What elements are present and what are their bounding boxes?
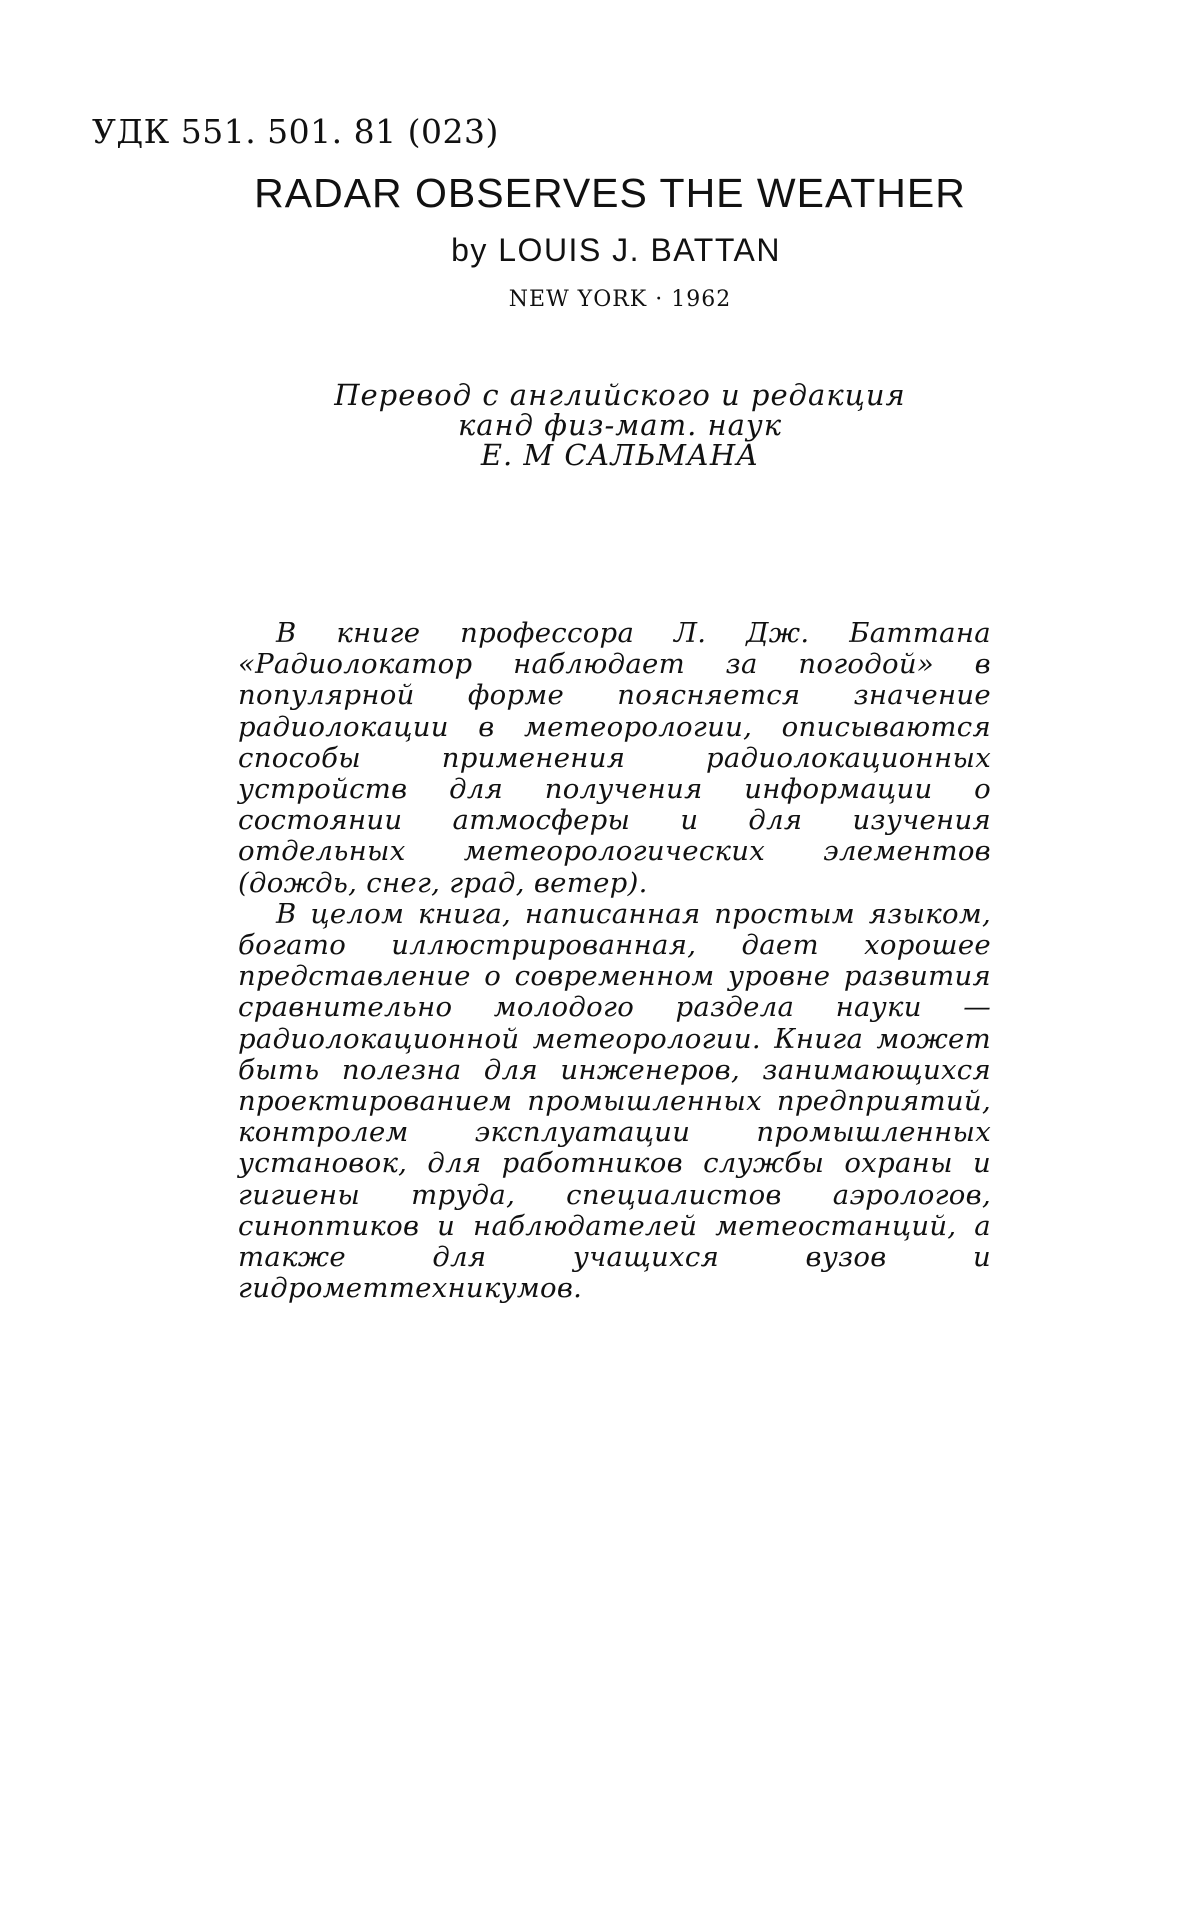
translation-line-2: канд физ-мат. наук <box>457 408 783 442</box>
translation-line-3: Е. М САЛЬМАНА <box>480 438 760 472</box>
annotation-paragraph-1: В книге профессора Л. Дж. Баттана «Радиолокатор наблюдает за погодой» в популярной форме поясняется значение радиолокации в метеорологии, описываются способы применения радиолокационных устройств для получения информации о состоянии атмосферы и для изучения отдельных метеорологических элементов (дождь, снег, град, ветер). <box>238 617 991 899</box>
original-title: RADAR OBSERVES THE WEATHER <box>254 170 966 216</box>
original-author: by LOUIS J. BATTAN <box>451 232 781 268</box>
annotation-paragraph-2: В целом книга, написанная простым языком, богато иллюстрированная, дает хорошее представление о современном уровне развития сравнительно молодого раздела науки — радиолокационной метеорологии. Книга может быть полезна для инженеров, занимающихся проектированием промышленных предприятий, контролем эксплуатации промышленных установок, для работников службы охраны и гигиены труда, специалистов аэрологов, синоптиков и наблюдателей метеостанций, а также для учащихся вузов и гидрометтехникумов. <box>238 897 991 1305</box>
original-place-year: NEW YORK · 1962 <box>508 287 732 312</box>
book-annotation <box>238 618 991 1304</box>
translation-line-1: Перевод с английского и редакция <box>334 378 906 412</box>
udk-classification: УДК 551. 501. 81 (023) <box>92 112 499 151</box>
translation-credit <box>20 380 1200 470</box>
